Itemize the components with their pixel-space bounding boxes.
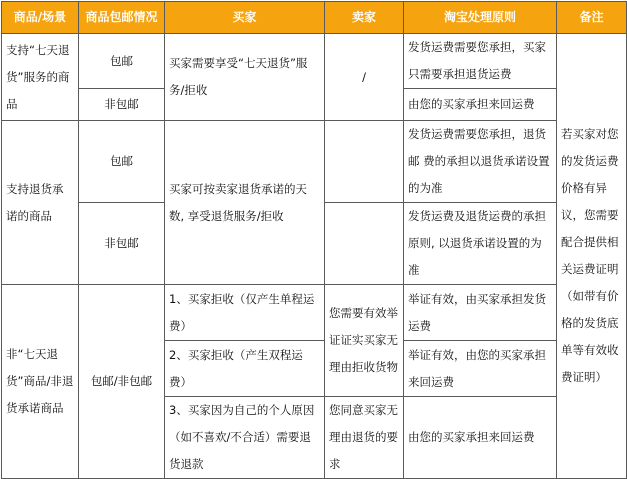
header-seller: 卖家 [325, 2, 404, 34]
scene-cell: 支持退货承诺的商品 [2, 121, 79, 285]
scene-cell: 支持“七天退货”服务的商品 [2, 34, 79, 121]
principle-cell: 发货运费需要您承担，退货邮 费的承担以退货承诺设置的为准 [404, 121, 557, 203]
header-remark: 备注 [557, 2, 627, 34]
principle-cell: 举证有效，由买家承担发货运费 [404, 285, 557, 341]
table-row [2, 121, 627, 203]
scene-cell: 非“七天退货”商品/非退货承诺商品 [2, 285, 79, 479]
seller-cell: / [325, 34, 404, 121]
buyer-cell: 2、买家拒收（产生双程运费） [165, 341, 325, 397]
header-row [2, 2, 627, 34]
shipping-cell: 包邮 [79, 34, 165, 89]
header-principle: 淘宝处理原则 [404, 2, 557, 34]
shipping-cell: 包邮 [79, 121, 165, 203]
seller-cell-empty [325, 203, 404, 285]
header-buyer: 买家 [165, 2, 325, 34]
seller-cell: 您同意买家无理由退货的要求 [325, 397, 404, 479]
seller-cell: 您需要有效举证证实买家无理由拒收货物 [325, 285, 404, 397]
shipping-cell: 非包邮 [79, 89, 165, 121]
remark-cell: 若买家对您的发货运费价格有异议，您需要配合提供相关运费证明（如带有价格的发货底单等有效收费证明） [557, 34, 627, 479]
table-row [2, 285, 627, 341]
shipping-cell: 非包邮 [79, 203, 165, 285]
principle-cell: 发货运费需要您承担，买家只需要承担退货运费 [404, 34, 557, 89]
table-row [2, 34, 627, 89]
header-scene: 商品/场景 [2, 2, 79, 34]
buyer-cell: 买家可按卖家退货承诺的天数, 享受退货服务/拒收 [165, 121, 325, 285]
seller-cell-empty [325, 121, 404, 203]
principle-cell: 举证有效，由您的买家承担来回运费 [404, 341, 557, 397]
buyer-cell: 1、买家拒收（仅产生单程运费） [165, 285, 325, 341]
shipping-cell: 包邮/非包邮 [79, 285, 165, 479]
buyer-cell: 3、买家因为自己的个人原因（如不喜欢/不合适）需要退货退款 [165, 397, 325, 479]
buyer-cell: 买家需要享受“七天退货”服务/拒收 [165, 34, 325, 121]
policy-table-container [0, 1, 627, 475]
principle-cell: 由您的买家承担来回运费 [404, 397, 557, 479]
header-shipping: 商品包邮情况 [79, 2, 165, 34]
principle-cell: 由您的买家承担来回运费 [404, 89, 557, 121]
principle-cell: 发货运费及退货运费的承担原则, 以退货承诺设置的为准 [404, 203, 557, 285]
return-shipping-policy-table [1, 1, 627, 479]
